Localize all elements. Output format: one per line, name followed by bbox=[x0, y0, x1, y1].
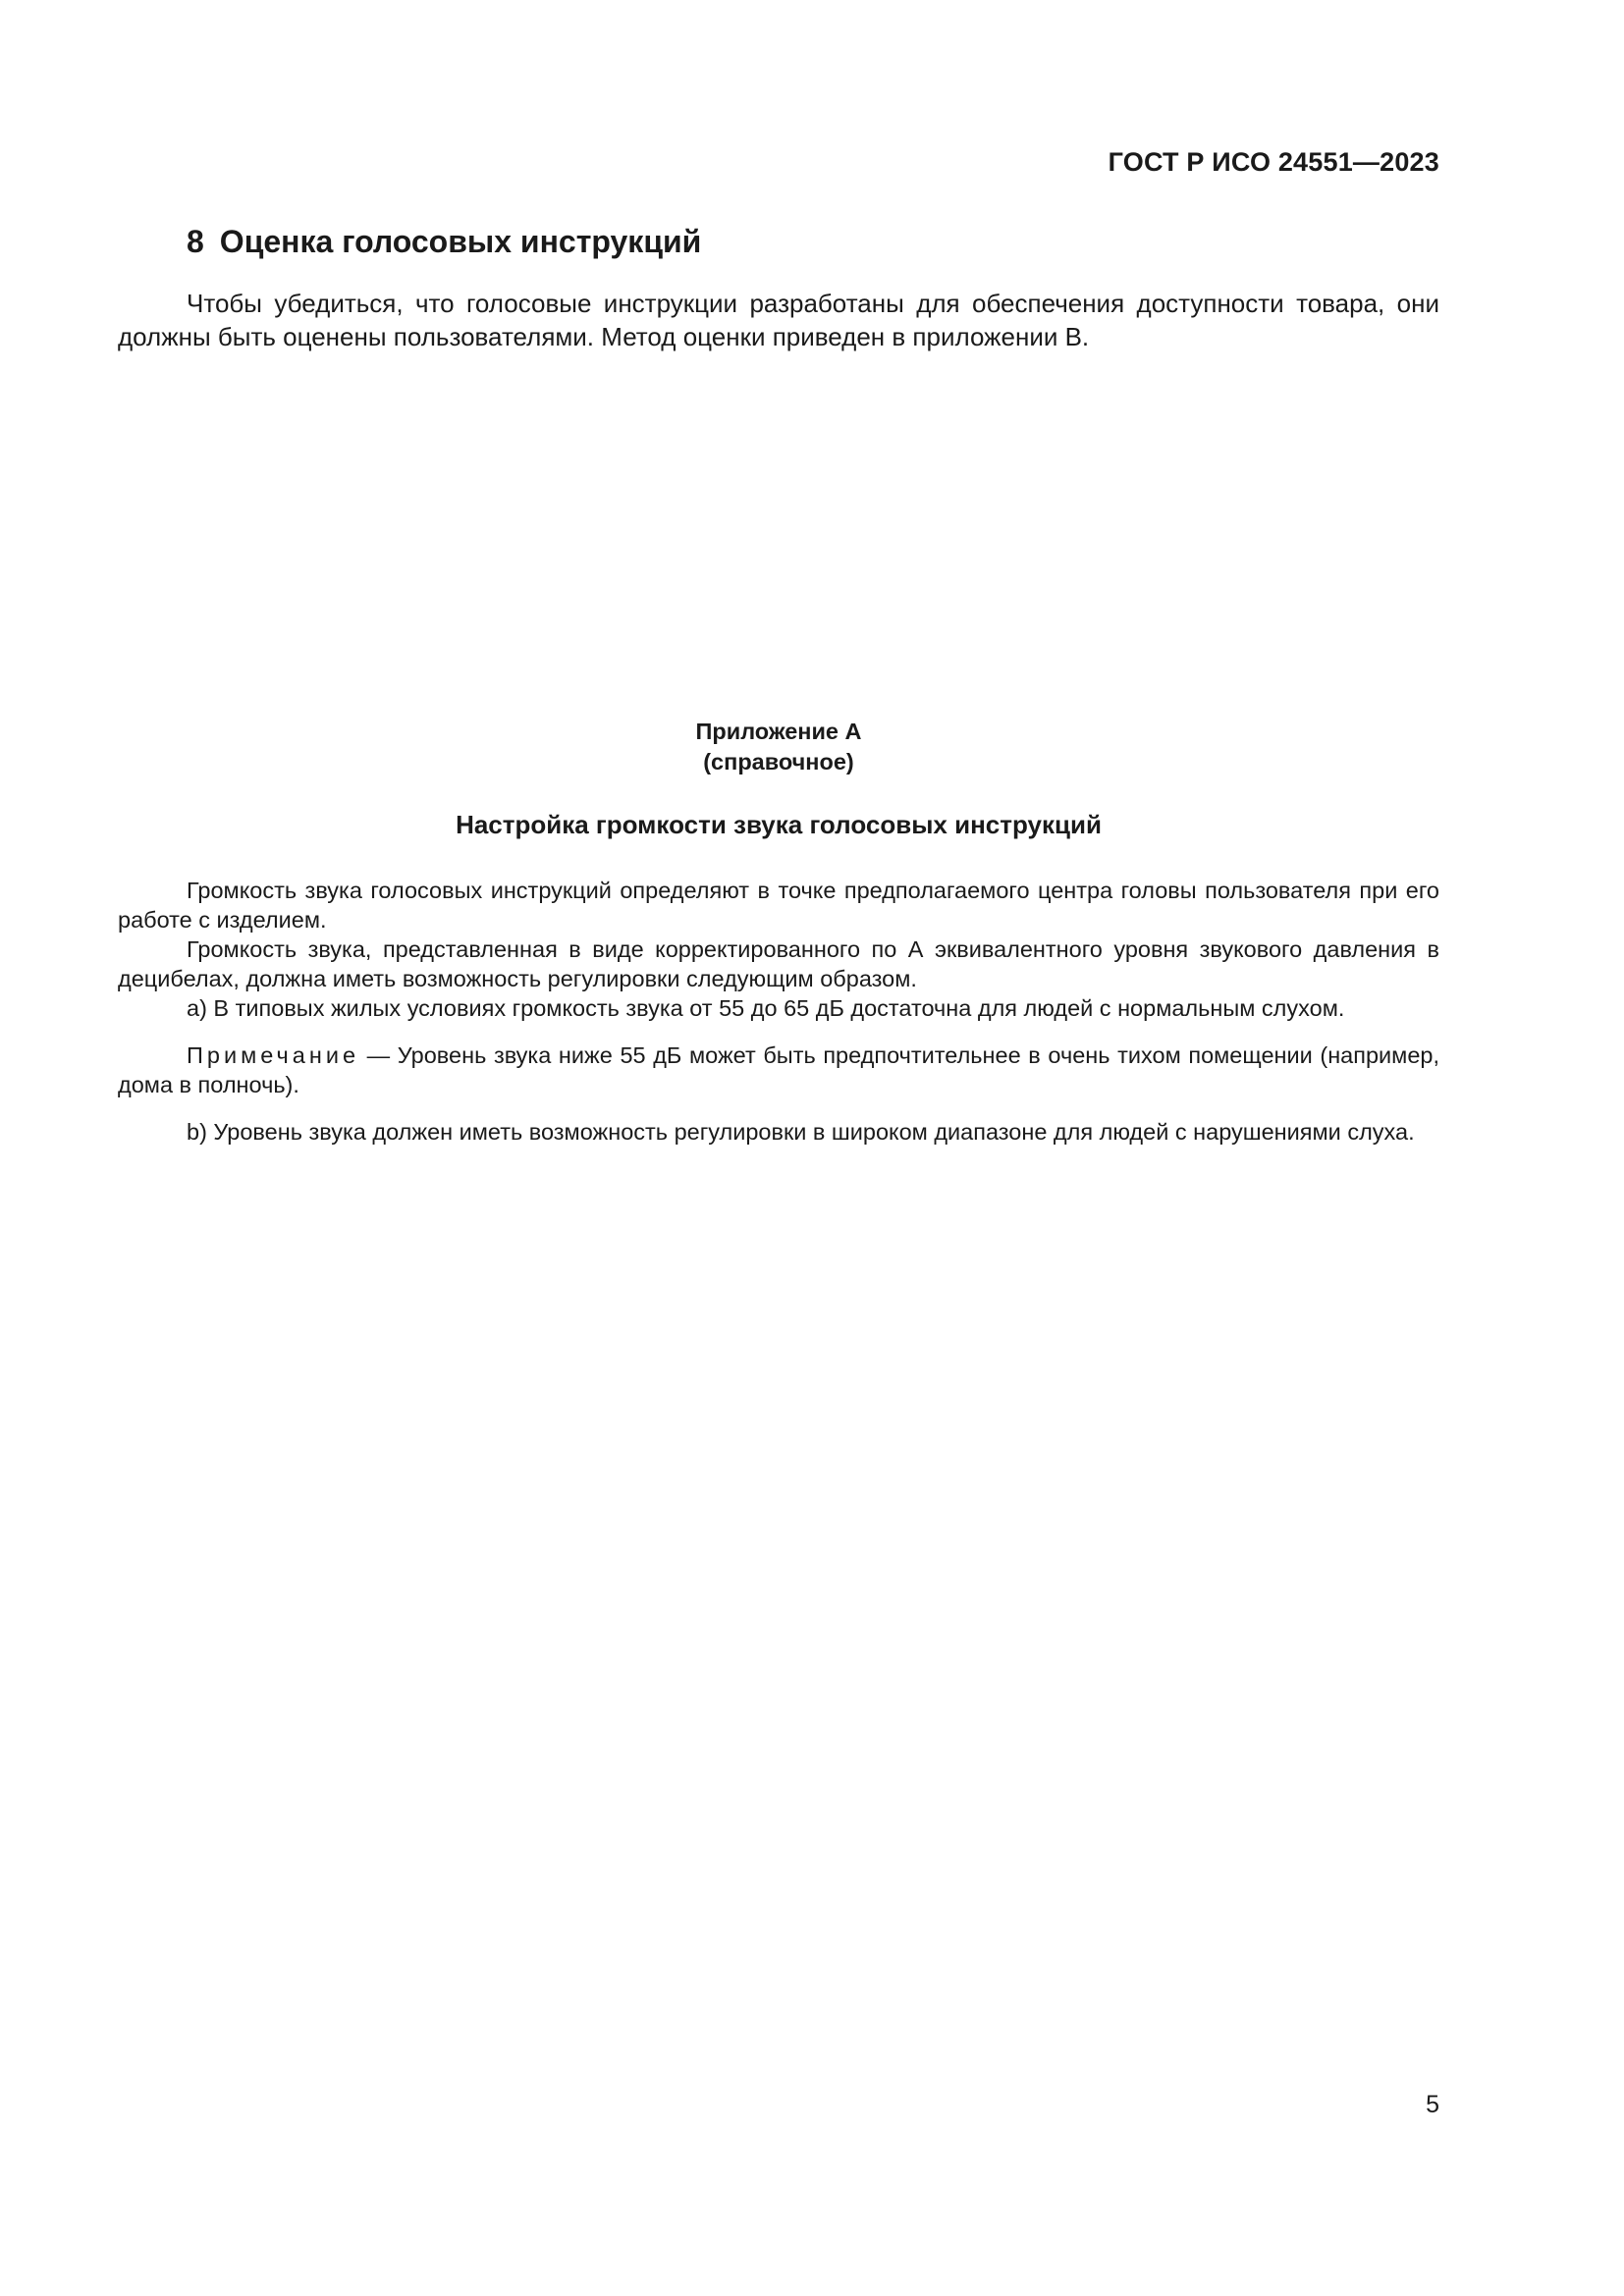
annex-note bbox=[118, 1041, 1439, 1099]
annex-paragraph-1: Громкость звука голосовых инструкций определяют в точке предполагаемого центра головы пользователя при его работе с изделием. bbox=[118, 878, 1439, 933]
annex-label: Приложение А bbox=[695, 719, 862, 744]
annex-paragraph-2: Громкость звука, представленная в виде корректированного по А эквивалентного уровня звукового давления в децибелах, должна иметь возможность регулировки следующим образом. bbox=[118, 936, 1439, 991]
annex-item-b: b) Уровень звука должен иметь возможность регулировки в широком диапазоне для людей с нарушениями слуха. bbox=[187, 1119, 1415, 1145]
section-heading bbox=[187, 224, 701, 260]
document-code: ГОСТ Р ИСО 24551—2023 bbox=[1108, 147, 1439, 177]
section-paragraph: Чтобы убедиться, что голосовые инструкции разработаны для обеспечения доступности товара, они должны быть оценены пользователями. Метод оценки приведен в приложении В. bbox=[118, 289, 1439, 351]
annex-title: Настройка громкости звука голосовых инструкций bbox=[456, 810, 1102, 839]
annex-kind: (справочное) bbox=[703, 749, 854, 774]
section-title-text: Оценка голосовых инструкций bbox=[219, 224, 702, 259]
note-label: Примечание bbox=[187, 1042, 360, 1068]
note-text: — Уровень звука ниже 55 дБ может быть предпочтительнее в очень тихом помещении (например, дома в полночь). bbox=[118, 1042, 1439, 1097]
annex-label-block bbox=[118, 717, 1439, 777]
section-number: 8 bbox=[187, 224, 204, 259]
annex-item-a: а) В типовых жилых условиях громкость звука от 55 до 65 дБ достаточна для людей с нормальным слухом. bbox=[187, 995, 1345, 1021]
page-number: 5 bbox=[1426, 2091, 1439, 2118]
